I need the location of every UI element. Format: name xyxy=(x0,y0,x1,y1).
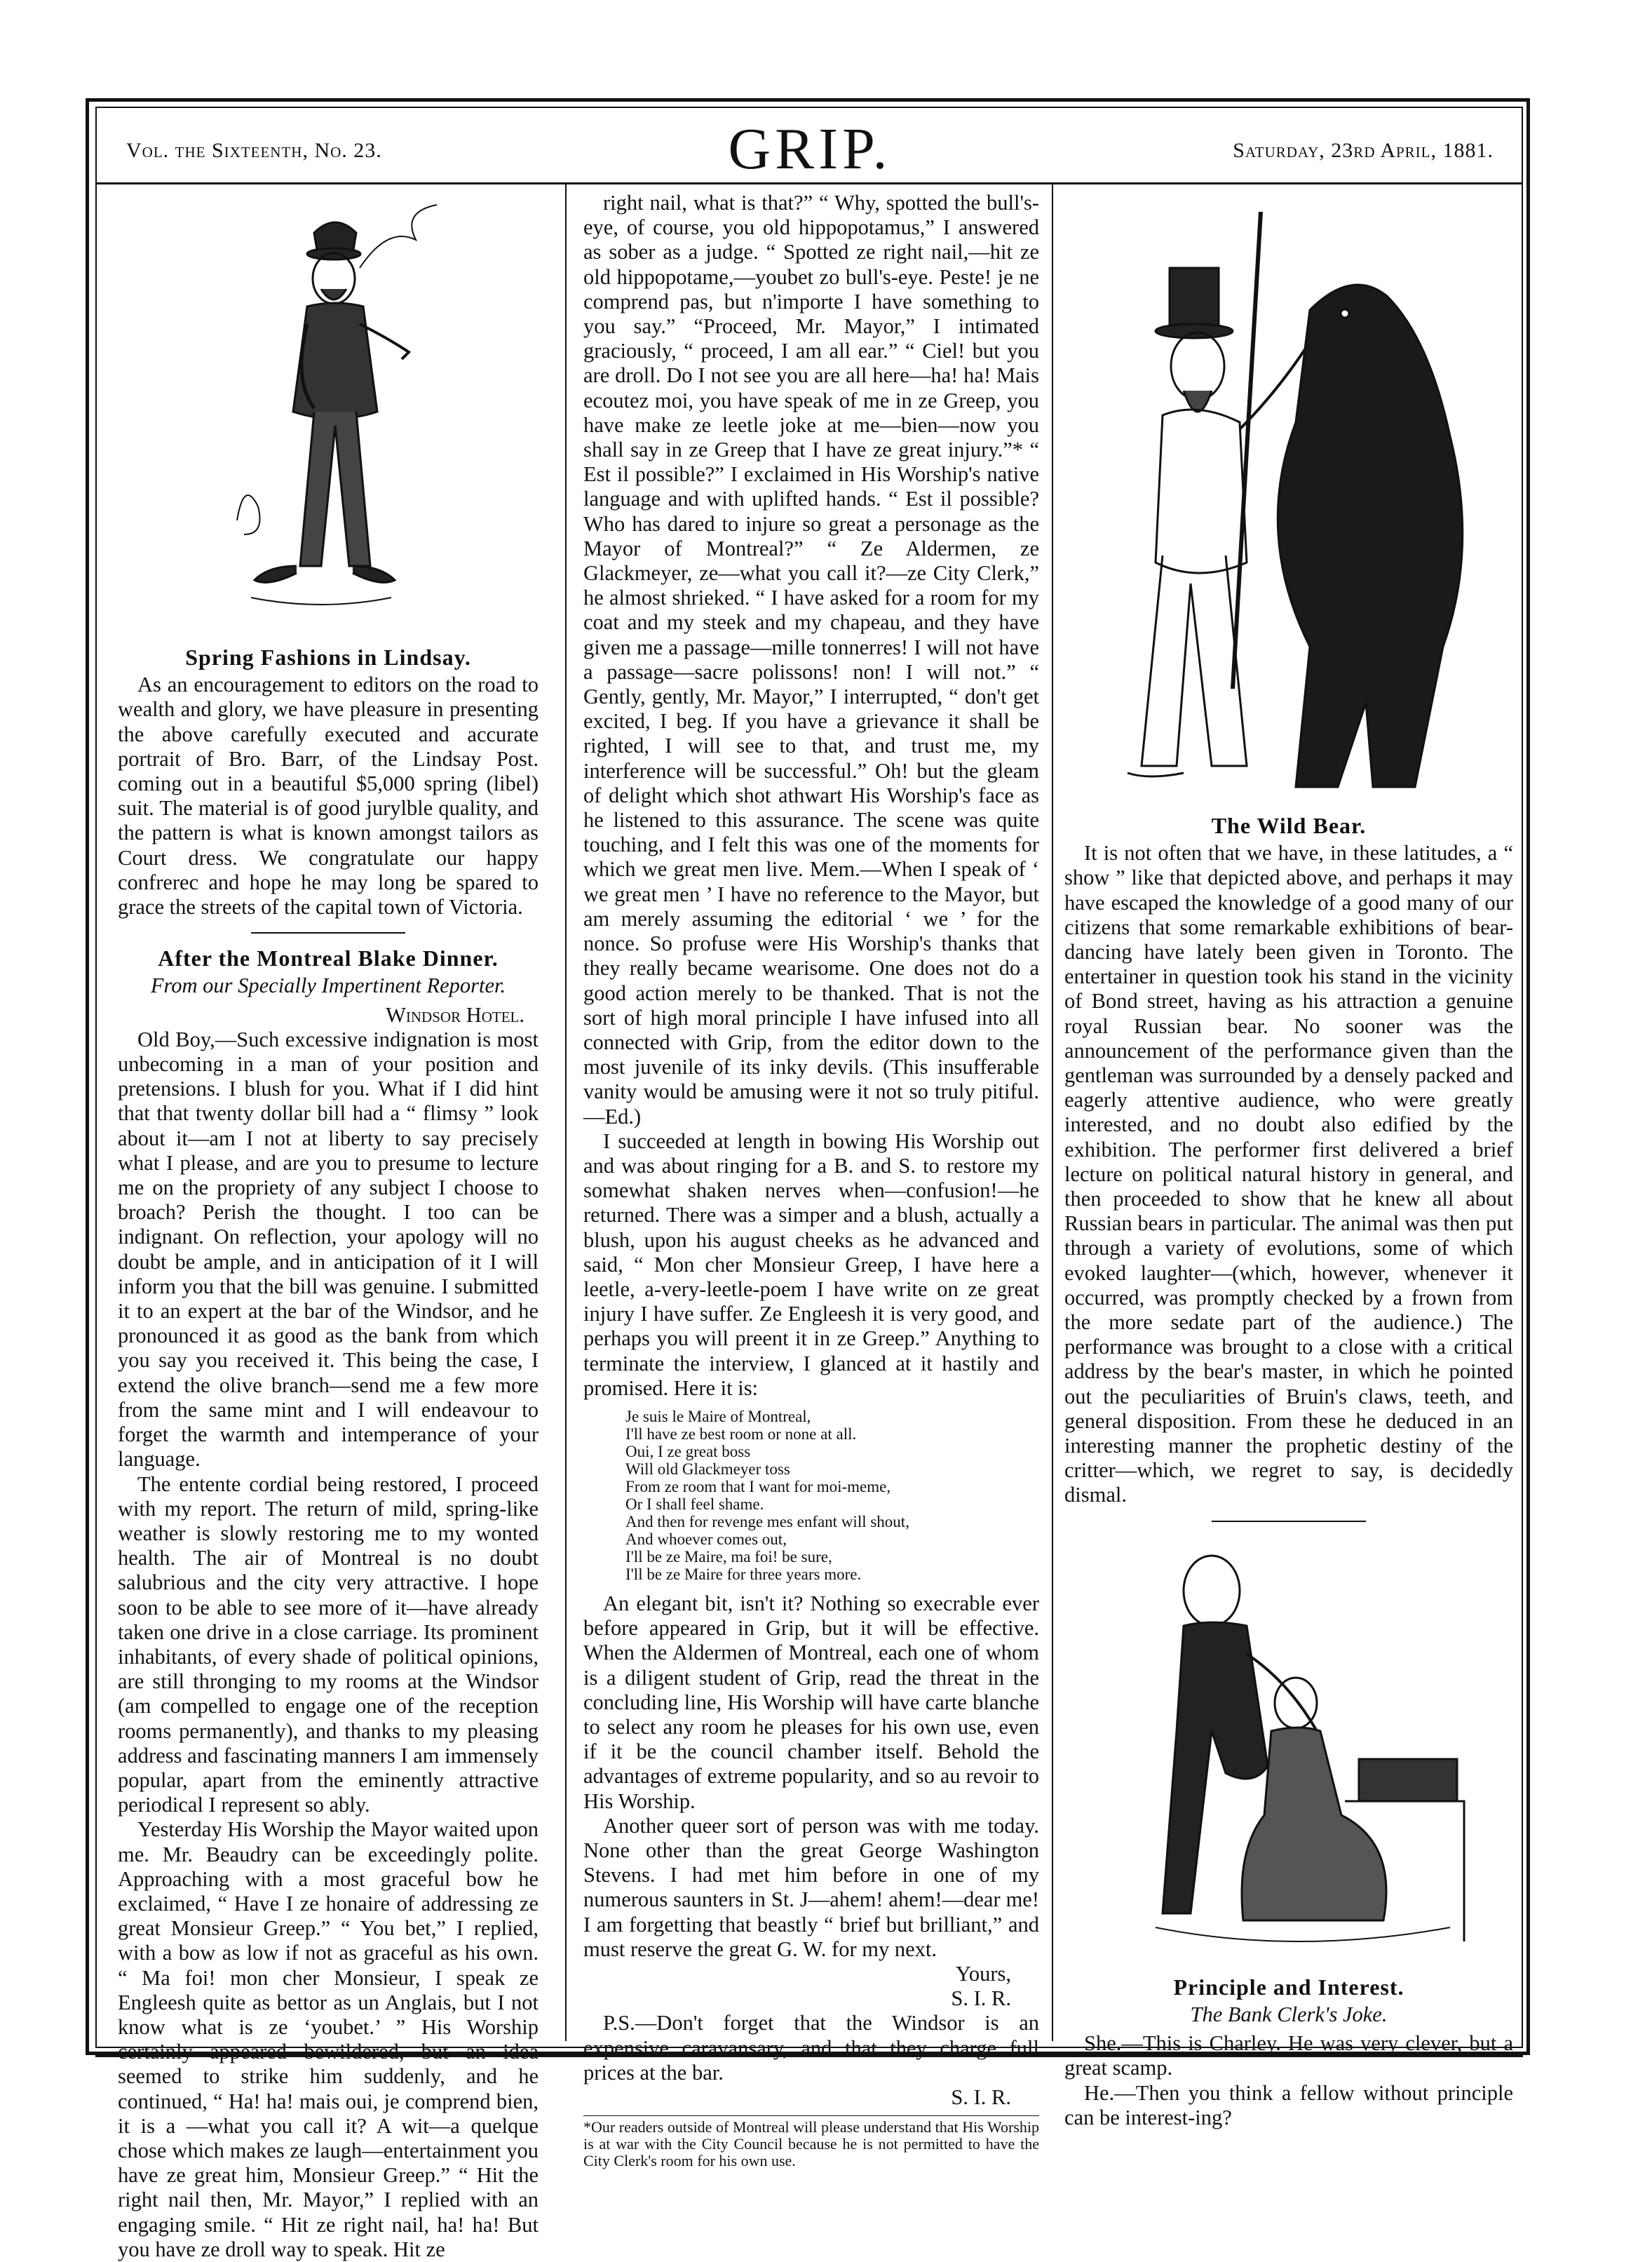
article-heading-spring-fashions: Spring Fashions in Lindsay. xyxy=(185,645,471,670)
article-body-wild-bear: It is not often that we have, in these latitudes, a “ show ” like that depicted above, and perhaps it may have escaped the knowledge of a good many of our citizens that some remarkable exhibitions of bear-dancing have lately been given in Toronto. The entertainer in question took his stand in the vicinity of Bond street, having as his attraction a genuine royal Russian bear. No sooner was the announcement of the performance given than the gentleman was surrounded by a densely packed and eagerly attentive audience, who were greatly interested, and no doubt also edified by the exhibition. The performer first delivered a brief lecture on political natural history in general, and then proceeded to show that he knew all about Russian bears in particular. The animal was then put through a variety of evolutions, some of which evoked laughter—(which, however, whenever it occurred, was promptly checked by a frown from the more sedate part of the audience.) The performance was brought to a close with a critical address by the bear's master, in which he pointed out the peculiarities of Bruin's claws, teeth, and general disposition. From these he deduced in an interesting manner the prophetic destiny of the critter—which, we regret to say, is decidedly dismal. xyxy=(1064,841,1513,1507)
article-separator xyxy=(251,932,405,934)
paragraph: right nail, what is that?” “ Why, spotted the bull's-eye, of course, you old hippopotamus,” I answered as sober as a judge. “ Spotted ze right nail,—hit ze old hippopotame,—youbet zo bull's-eye. Peste! je ne comprend pas, but n'importe I have something to you say.” “Proceed, Mr. Mayor,” I intimated graciously, “ proceed, I am all ear.” “ Ciel! but you are droll. Do I not see you are all here—ha! ha! Mais ecoutez moi, you have speak of me in ze Greep, you have make ze leetle joke at me—bien—now you shall say in ze Greep that I have ze great injury.”* “ Est il possible?” I exclaimed in His Worship's native language and with uplifted hands. “ Est il possible? Who has dared to injure so great a personage as the Mayor of Montreal?” “ Ze Aldermen, ze Glackmeyer, ze—what you call it?—ze City Clerk,” he almost shrieked. “ I have asked for a room for my coat and my steek and my chapeau, and they have given me a passage—mille tonnerres! I will not have a passage—sacre polissons! non! I will not.” “ Gently, gently, Mr. Mayor,” I interrupted, “ don't get excited, I beg. If you have a grievance it shall be righted, I will see to that, and trust me, my interference will be successful.” Oh! but the gleam of delight which shot athwart His Worship's face as he listened to this assurance. The scene was quite touching, and I felt this was one of the moments for which we great men live. Mem.—When I speak of ‘ we great men ’ I have no reference to the Mayor, but am merely assuming the editorial ‘ we ’ for the nonce. So profuse were His Worship's thanks that they really became wearisome. One does not do a good action merely to be thanked. That is not the sort of high moral principle I have infused into all connected with Grip, from the editor down to the most juvenile of its inky devils. (This insufferable vanity would be amusing were it not so truly pitiful.—Ed.) xyxy=(583,191,1039,1129)
paragraph: Another queer sort of person was with me today. None other than the great George Washington Stevens. I had met him before in one of my numerous saunters in St. J—ahem! ahem!—dear me! I am forgetting that beastly “ brief but brilliant,” and must reserve the great G. W. for my next. xyxy=(583,1813,1039,1961)
paragraph: Old Boy,—Such excessive indignation is most unbecoming in a man of your position and pretensions. I blush for you. What if I did hint that that twenty dollar bill had a “ flimsy ” look about it—am I not at liberty to say precisely what I please, and are you to presume to lecture me on the propriety of any subject I choose to broach? Perish the thought. I too can be indignant. On reflection, your apology will no doubt be ample, and in anticipation of it I will inform you that the bill was genuine. I submitted it to an expert at the bar of the Windsor, and he pronounced it as good as the bank from which you say you received it. This being the case, I extend the olive branch—send me a few more from the same mint and I will endeavour to forget the warmth and intemperance of your language. xyxy=(118,1027,539,1472)
poem-line: Oui, I ze great boss xyxy=(625,1442,751,1460)
column-divider-1 xyxy=(565,184,567,2041)
paragraph: The entente cordial being restored, I proceed with my report. The return of mild, spring-like weather is slowly restoring me to my wonted health. The air of Montreal is no doubt salubrious and the city very attractive. I hope soon to be able to see more of it—have already taken one drive in a close carriage. Its prominent inhabitants, of every shade of political opinions, are still thronging to my rooms at the Windsor (am compelled to engage one of the reception rooms permanently), and thanks to my pleasing address and fascinating manners I am immensely popular, apart from the eminently attractive periodical I represent so ably. xyxy=(118,1472,539,1817)
dialogue-she: She.—This is Charley. He was very clever, but a great scamp. xyxy=(1064,2031,1513,2080)
article-heading-wild-bear: The Wild Bear. xyxy=(1211,813,1367,838)
poem-line: I'll be ze Maire, ma foi! be sure, xyxy=(625,1547,832,1566)
article-body-spring-fashions: As an encouragement to editors on the road to wealth and glory, we have pleasure in presenting the above carefully executed and accurate portrait of Bro. Barr, of the Lindsay Post. coming out in a beautiful $5,000 spring (libel) suit. The material is of good jurylble quality, and the pattern is what is known amongst tailors as Court dress. We congratulate our happy confrerec and hope he may long be spared to grace the streets of the capital town of Victoria. xyxy=(118,673,539,920)
postscript: P.S.—Don't forget that the Windsor is an expensive caravansary, and that they charge full prices at the bar. xyxy=(583,2011,1039,2085)
poem-line: And then for revenge mes enfant will shout, xyxy=(625,1512,909,1530)
issue-date: Saturday, 23rd April, 1881. xyxy=(1233,139,1494,162)
signature: S. I. R. xyxy=(951,2085,1011,2110)
poem-line: I'll have ze best room or none at all. xyxy=(625,1425,857,1443)
article-heading-principle-interest: Principle and Interest. xyxy=(1173,1974,1404,2000)
bottom-rule xyxy=(95,2055,1523,2057)
masthead xyxy=(98,112,1522,182)
column-2 xyxy=(583,191,1039,2169)
paragraph: Yesterday His Worship the Mayor waited upon me. Mr. Beaudry can be exceedingly polite. Approaching with a most graceful bow he exclaimed, “ Have I ze honaire of addressing ze great Monsieur Greep.” “ You bet,” I replied, with a bow as low if not as graceful as his own. “ Ma foi! mon cher Monsieur, I speak ze Engleesh quite as bettor as un Anglais, but I not know what is ze ‘youbet.’ ” His Worship certainly appeared bewildered, but an idea seemed to strike him suddenly, and he continued, “ Ha! ha! mais oui, je comprend bien, it is a —what you call it? A wit—a quelque chose which makes ze laugh—entertainment you have ze great him, Monsieur Greep.” “ Hit the right nail then, Mr. Mayor,” I replied with an engaging smile. “ Hit ze right nail, ha! ha! But you have ze droll way to speak. Hit ze xyxy=(118,1817,539,2261)
dateline: Windsor Hotel. xyxy=(386,1002,524,1027)
poem-line: Will old Glackmeyer toss xyxy=(625,1460,790,1478)
dialogue-he: He.—Then you think a fellow without principle can be interest-ing? xyxy=(1064,2080,1513,2129)
paragraph: I succeeded at length in bowing His Worship out and was about ringing for a B. and S. to restore my somewhat shaken nerves when—confusion!—he returned. There was a simper and a blush, actually a blush, upon his august cheeks as he advanced and said, “ Mon cher Monsieur Greep, I have here a leetle, a-very-leetle-poem I have write on ze great injury I have suffer. Ze Engleesh it is very good, and perhaps you will preent it in ze Greep.” Anything to terminate the interview, I glanced at it hastily and promised. Here it is: xyxy=(583,1129,1039,1400)
footnote: *Our readers outside of Montreal will please understand that His Worship is at war with the City Council because he is not permitted to have the City Clerk's room for his own use. xyxy=(583,2115,1039,2169)
poem-line: From ze room that I want for moi-meme, xyxy=(625,1477,891,1495)
bank-clerk-illustration xyxy=(1092,1535,1485,1970)
poem-line: Or I shall feel shame. xyxy=(625,1495,764,1513)
article-separator xyxy=(1212,1521,1366,1522)
signature: S. I. R. xyxy=(951,1986,1011,2011)
column-1 xyxy=(118,191,539,2262)
poem-line: I'll be ze Maire for three years more. xyxy=(625,1565,862,1583)
mayor-poem xyxy=(625,1408,1039,1583)
article-heading-blake-dinner: After the Montreal Blake Dinner. xyxy=(158,945,499,971)
dandy-cartoon-illustration xyxy=(209,191,447,640)
wild-bear-illustration xyxy=(1078,191,1499,808)
column-divider-2 xyxy=(1052,184,1053,2041)
article-subheading-bank-clerk: The Bank Clerk's Joke. xyxy=(1190,2002,1388,2026)
article-subheading-reporter: From our Specially Impertinent Reporter. xyxy=(150,974,506,998)
poem-line: Je suis le Maire of Montreal, xyxy=(625,1407,811,1425)
volume-number: Vol. the Sixteenth, No. 23. xyxy=(126,139,382,162)
newspaper-title: GRIP. xyxy=(728,116,892,182)
column-3 xyxy=(1064,191,1513,2130)
sign-off: Yours, xyxy=(955,1962,1011,1986)
poem-line: And whoever comes out, xyxy=(625,1530,787,1548)
paragraph: An elegant bit, isn't it? Nothing so execrable ever before appeared in Grip, but it will be effective. When the Aldermen of Montreal, each one of whom is a diligent student of Grip, read the threat in the concluding line, His Worship will have carte blanche to select any room he pleases for his own use, even if it be the council chamber itself. Behold the advantages of extreme popularity, and so au revoir to His Worship. xyxy=(583,1591,1039,1813)
masthead-rule xyxy=(95,182,1523,184)
